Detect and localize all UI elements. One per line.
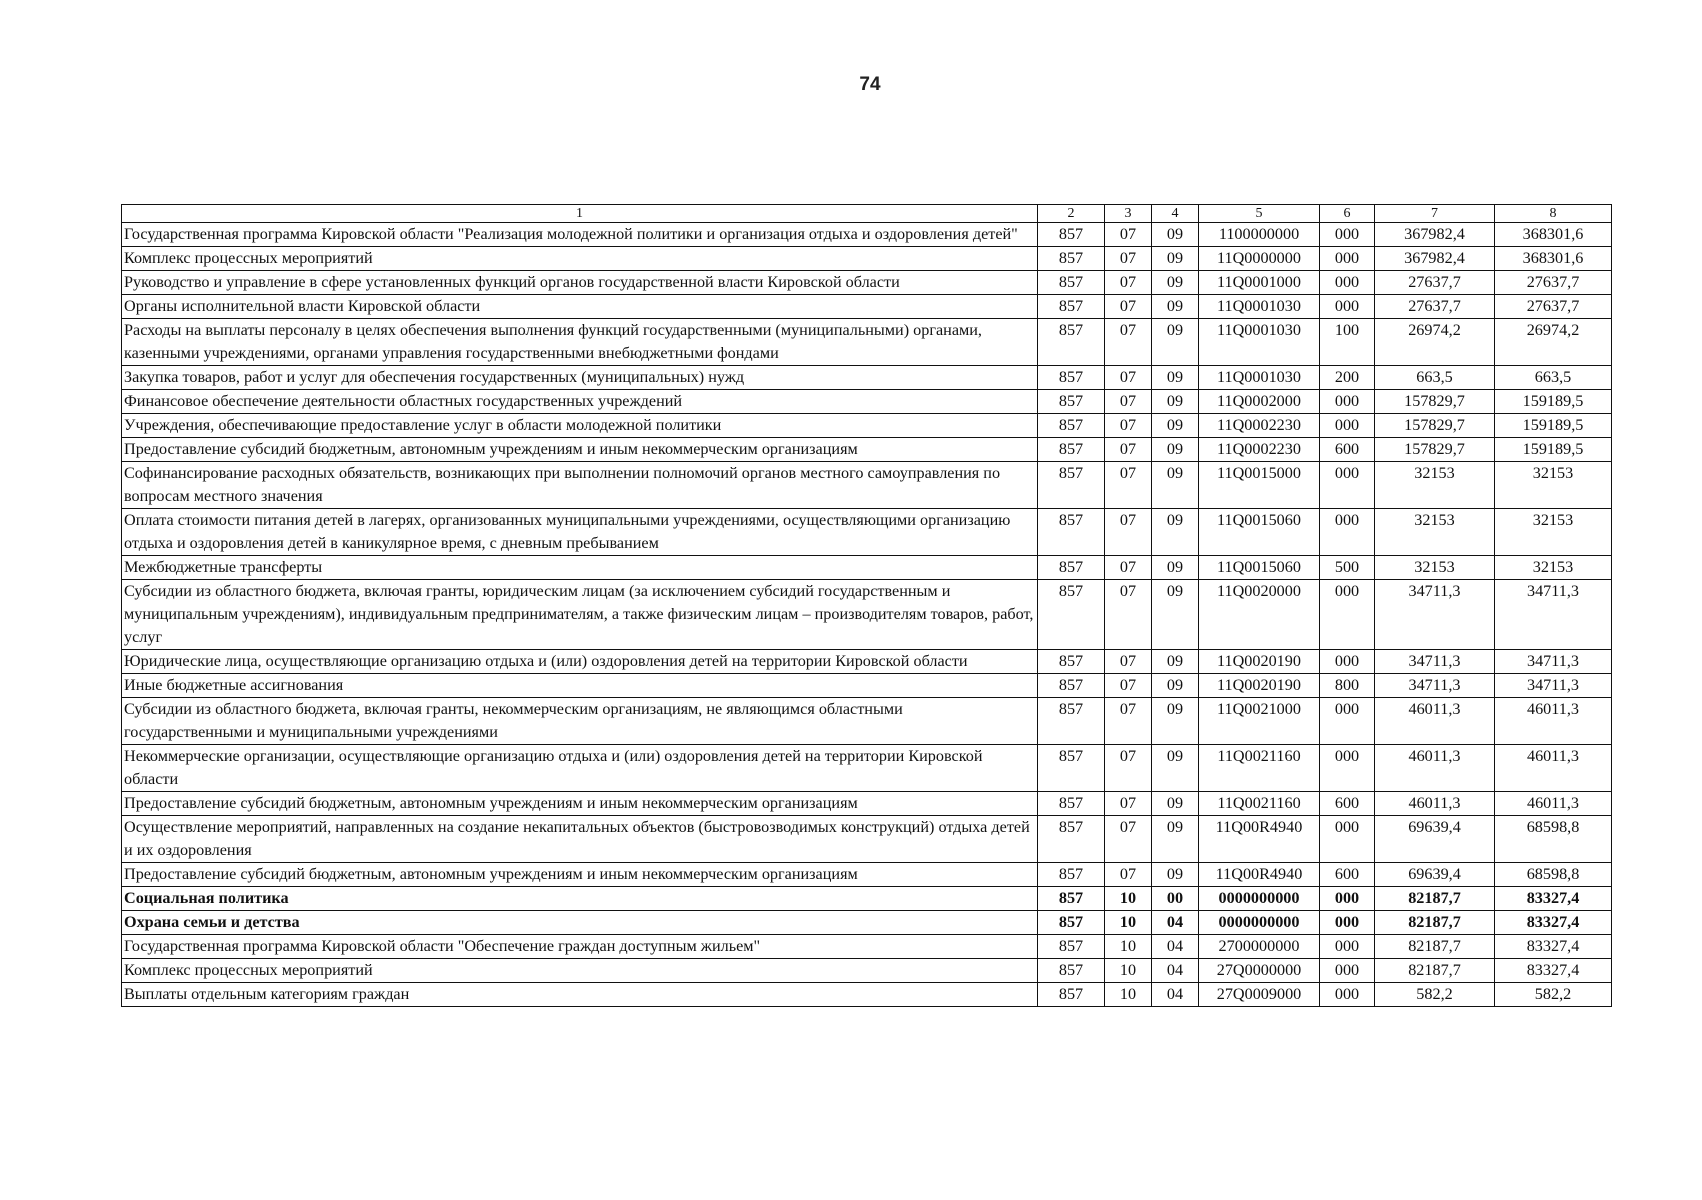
section-code-cell: 10 [1105, 887, 1152, 911]
table-header-row [122, 205, 1612, 223]
expense-type-cell: 000 [1320, 745, 1375, 792]
column-header: 8 [1495, 205, 1612, 223]
amount-year1-cell: 46011,3 [1375, 745, 1495, 792]
table-row [122, 674, 1612, 698]
expense-type-cell: 000 [1320, 247, 1375, 271]
subsection-code-cell: 09 [1152, 745, 1199, 792]
expense-type-cell: 000 [1320, 414, 1375, 438]
row-name-cell: Предоставление субсидий бюджетным, автономным учреждениям и иным некоммерческим организациям [122, 863, 1038, 887]
section-code-cell: 10 [1105, 983, 1152, 1007]
amount-year1-cell: 32153 [1375, 462, 1495, 509]
admin-code-cell: 857 [1038, 935, 1105, 959]
admin-code-cell: 857 [1038, 816, 1105, 863]
target-article-cell: 11Q0021160 [1199, 792, 1320, 816]
section-code-cell: 07 [1105, 319, 1152, 366]
amount-year2-cell: 46011,3 [1495, 745, 1612, 792]
amount-year1-cell: 34711,3 [1375, 650, 1495, 674]
page-number: 74 [859, 74, 881, 95]
admin-code-cell: 857 [1038, 319, 1105, 366]
amount-year2-cell: 83327,4 [1495, 935, 1612, 959]
amount-year1-cell: 27637,7 [1375, 295, 1495, 319]
table-row [122, 295, 1612, 319]
table-row [122, 509, 1612, 556]
expense-type-cell: 600 [1320, 792, 1375, 816]
amount-year2-cell: 32153 [1495, 509, 1612, 556]
amount-year1-cell: 69639,4 [1375, 816, 1495, 863]
row-name-cell: Органы исполнительной власти Кировской области [122, 295, 1038, 319]
target-article-cell: 11Q0001030 [1199, 366, 1320, 390]
column-header: 2 [1038, 205, 1105, 223]
section-code-cell: 07 [1105, 509, 1152, 556]
admin-code-cell: 857 [1038, 983, 1105, 1007]
amount-year2-cell: 32153 [1495, 462, 1612, 509]
row-name-cell: Субсидии из областного бюджета, включая гранты, юридическим лицам (за исключением субсидий государственным и муниципальным учреждениям), индивидуальным предпринимателям, а также физическим лицам – производителям товаров, работ, услуг [122, 580, 1038, 650]
section-code-cell: 07 [1105, 745, 1152, 792]
amount-year2-cell: 663,5 [1495, 366, 1612, 390]
table-row [122, 887, 1612, 911]
amount-year2-cell: 46011,3 [1495, 698, 1612, 745]
column-header: 4 [1152, 205, 1199, 223]
table-row [122, 745, 1612, 792]
amount-year1-cell: 69639,4 [1375, 863, 1495, 887]
table-row [122, 390, 1612, 414]
subsection-code-cell: 09 [1152, 698, 1199, 745]
row-name-cell: Комплекс процессных мероприятий [122, 959, 1038, 983]
table-row [122, 366, 1612, 390]
expense-type-cell: 200 [1320, 366, 1375, 390]
admin-code-cell: 857 [1038, 390, 1105, 414]
admin-code-cell: 857 [1038, 887, 1105, 911]
expense-type-cell: 600 [1320, 438, 1375, 462]
admin-code-cell: 857 [1038, 959, 1105, 983]
expense-type-cell: 000 [1320, 816, 1375, 863]
amount-year2-cell: 582,2 [1495, 983, 1612, 1007]
subsection-code-cell: 09 [1152, 580, 1199, 650]
amount-year2-cell: 159189,5 [1495, 414, 1612, 438]
table-row [122, 792, 1612, 816]
amount-year1-cell: 82187,7 [1375, 911, 1495, 935]
expense-type-cell: 000 [1320, 959, 1375, 983]
table-row [122, 438, 1612, 462]
section-code-cell: 07 [1105, 223, 1152, 247]
subsection-code-cell: 09 [1152, 650, 1199, 674]
section-code-cell: 07 [1105, 271, 1152, 295]
row-name-cell: Государственная программа Кировской области "Реализация молодежной политики и организация отдыха и оздоровления детей" [122, 223, 1038, 247]
target-article-cell: 11Q0020190 [1199, 650, 1320, 674]
section-code-cell: 07 [1105, 556, 1152, 580]
amount-year2-cell: 27637,7 [1495, 295, 1612, 319]
section-code-cell: 07 [1105, 366, 1152, 390]
section-code-cell: 07 [1105, 414, 1152, 438]
amount-year1-cell: 663,5 [1375, 366, 1495, 390]
amount-year2-cell: 68598,8 [1495, 816, 1612, 863]
section-code-cell: 07 [1105, 390, 1152, 414]
budget-table [121, 204, 1612, 1007]
subsection-code-cell: 04 [1152, 911, 1199, 935]
target-article-cell: 27Q0000000 [1199, 959, 1320, 983]
expense-type-cell: 000 [1320, 295, 1375, 319]
row-name-cell: Некоммерческие организации, осуществляющие организацию отдыха и (или) оздоровления детей на территории Кировской области [122, 745, 1038, 792]
table-row [122, 223, 1612, 247]
amount-year2-cell: 27637,7 [1495, 271, 1612, 295]
subsection-code-cell: 09 [1152, 556, 1199, 580]
subsection-code-cell: 09 [1152, 509, 1199, 556]
target-article-cell: 0000000000 [1199, 887, 1320, 911]
expense-type-cell: 000 [1320, 390, 1375, 414]
amount-year2-cell: 159189,5 [1495, 390, 1612, 414]
row-name-cell: Комплекс процессных мероприятий [122, 247, 1038, 271]
row-name-cell: Выплаты отдельным категориям граждан [122, 983, 1038, 1007]
row-name-cell: Государственная программа Кировской области "Обеспечение граждан доступным жильем" [122, 935, 1038, 959]
subsection-code-cell: 04 [1152, 959, 1199, 983]
table-body [122, 223, 1612, 1007]
expense-type-cell: 100 [1320, 319, 1375, 366]
target-article-cell: 11Q0001030 [1199, 319, 1320, 366]
amount-year1-cell: 32153 [1375, 509, 1495, 556]
subsection-code-cell: 09 [1152, 438, 1199, 462]
admin-code-cell: 857 [1038, 223, 1105, 247]
target-article-cell: 11Q0001000 [1199, 271, 1320, 295]
amount-year1-cell: 82187,7 [1375, 959, 1495, 983]
column-header: 5 [1199, 205, 1320, 223]
amount-year2-cell: 83327,4 [1495, 959, 1612, 983]
amount-year1-cell: 367982,4 [1375, 223, 1495, 247]
table-row [122, 911, 1612, 935]
subsection-code-cell: 04 [1152, 935, 1199, 959]
section-code-cell: 07 [1105, 580, 1152, 650]
target-article-cell: 2700000000 [1199, 935, 1320, 959]
table-row [122, 935, 1612, 959]
amount-year1-cell: 157829,7 [1375, 438, 1495, 462]
admin-code-cell: 857 [1038, 414, 1105, 438]
section-code-cell: 07 [1105, 650, 1152, 674]
table-row [122, 462, 1612, 509]
subsection-code-cell: 09 [1152, 366, 1199, 390]
subsection-code-cell: 04 [1152, 983, 1199, 1007]
table-row [122, 414, 1612, 438]
section-code-cell: 07 [1105, 247, 1152, 271]
amount-year1-cell: 34711,3 [1375, 580, 1495, 650]
expense-type-cell: 000 [1320, 509, 1375, 556]
amount-year1-cell: 46011,3 [1375, 792, 1495, 816]
amount-year1-cell: 157829,7 [1375, 390, 1495, 414]
target-article-cell: 11Q0002230 [1199, 414, 1320, 438]
amount-year1-cell: 82187,7 [1375, 935, 1495, 959]
row-name-cell: Софинансирование расходных обязательств, возникающих при выполнении полномочий органов местного самоуправления по вопросам местного значения [122, 462, 1038, 509]
amount-year2-cell: 159189,5 [1495, 438, 1612, 462]
amount-year1-cell: 34711,3 [1375, 674, 1495, 698]
target-article-cell: 11Q0000000 [1199, 247, 1320, 271]
amount-year1-cell: 367982,4 [1375, 247, 1495, 271]
amount-year2-cell: 26974,2 [1495, 319, 1612, 366]
expense-type-cell: 000 [1320, 580, 1375, 650]
admin-code-cell: 857 [1038, 247, 1105, 271]
admin-code-cell: 857 [1038, 295, 1105, 319]
subsection-code-cell: 09 [1152, 390, 1199, 414]
target-article-cell: 11Q00R4940 [1199, 863, 1320, 887]
admin-code-cell: 857 [1038, 674, 1105, 698]
admin-code-cell: 857 [1038, 462, 1105, 509]
target-article-cell: 0000000000 [1199, 911, 1320, 935]
amount-year2-cell: 68598,8 [1495, 863, 1612, 887]
amount-year1-cell: 46011,3 [1375, 698, 1495, 745]
target-article-cell: 27Q0009000 [1199, 983, 1320, 1007]
amount-year2-cell: 32153 [1495, 556, 1612, 580]
target-article-cell: 11Q00R4940 [1199, 816, 1320, 863]
table-row [122, 983, 1612, 1007]
admin-code-cell: 857 [1038, 438, 1105, 462]
expense-type-cell: 000 [1320, 223, 1375, 247]
section-code-cell: 07 [1105, 863, 1152, 887]
admin-code-cell: 857 [1038, 863, 1105, 887]
amount-year2-cell: 368301,6 [1495, 223, 1612, 247]
target-article-cell: 11Q0021000 [1199, 698, 1320, 745]
amount-year2-cell: 83327,4 [1495, 887, 1612, 911]
expense-type-cell: 600 [1320, 863, 1375, 887]
subsection-code-cell: 09 [1152, 247, 1199, 271]
section-code-cell: 10 [1105, 959, 1152, 983]
target-article-cell: 11Q0002230 [1199, 438, 1320, 462]
column-header: 6 [1320, 205, 1375, 223]
table-row [122, 556, 1612, 580]
admin-code-cell: 857 [1038, 366, 1105, 390]
row-name-cell: Осуществление мероприятий, направленных на создание некапитальных объектов (быстровозводимых конструкций) отдыха детей и их оздоровления [122, 816, 1038, 863]
subsection-code-cell: 09 [1152, 816, 1199, 863]
row-name-cell: Юридические лица, осуществляющие организацию отдыха и (или) оздоровления детей на территории Кировской области [122, 650, 1038, 674]
subsection-code-cell: 09 [1152, 462, 1199, 509]
admin-code-cell: 857 [1038, 911, 1105, 935]
amount-year1-cell: 32153 [1375, 556, 1495, 580]
amount-year2-cell: 34711,3 [1495, 650, 1612, 674]
admin-code-cell: 857 [1038, 698, 1105, 745]
section-code-cell: 10 [1105, 935, 1152, 959]
table-row [122, 247, 1612, 271]
subsection-code-cell: 09 [1152, 792, 1199, 816]
target-article-cell: 11Q0015060 [1199, 556, 1320, 580]
amount-year2-cell: 34711,3 [1495, 674, 1612, 698]
amount-year2-cell: 34711,3 [1495, 580, 1612, 650]
admin-code-cell: 857 [1038, 271, 1105, 295]
subsection-code-cell: 09 [1152, 295, 1199, 319]
target-article-cell: 11Q0001030 [1199, 295, 1320, 319]
row-name-cell: Расходы на выплаты персоналу в целях обеспечения выполнения функций государственными (муниципальными) органами, казенными учреждениями, органами управления государственными внебюджетными фондами [122, 319, 1038, 366]
subsection-code-cell: 09 [1152, 271, 1199, 295]
subsection-code-cell: 09 [1152, 674, 1199, 698]
expense-type-cell: 500 [1320, 556, 1375, 580]
row-name-cell: Финансовое обеспечение деятельности областных государственных учреждений [122, 390, 1038, 414]
row-name-cell: Социальная политика [122, 887, 1038, 911]
target-article-cell: 1100000000 [1199, 223, 1320, 247]
row-name-cell: Закупка товаров, работ и услуг для обеспечения государственных (муниципальных) нужд [122, 366, 1038, 390]
column-header: 1 [122, 205, 1038, 223]
amount-year1-cell: 582,2 [1375, 983, 1495, 1007]
expense-type-cell: 000 [1320, 271, 1375, 295]
table-row [122, 698, 1612, 745]
target-article-cell: 11Q0020190 [1199, 674, 1320, 698]
target-article-cell: 11Q0021160 [1199, 745, 1320, 792]
expense-type-cell: 000 [1320, 887, 1375, 911]
target-article-cell: 11Q0002000 [1199, 390, 1320, 414]
row-name-cell: Охрана семьи и детства [122, 911, 1038, 935]
expense-type-cell: 000 [1320, 983, 1375, 1007]
table-row [122, 863, 1612, 887]
section-code-cell: 07 [1105, 674, 1152, 698]
expense-type-cell: 000 [1320, 698, 1375, 745]
column-header: 7 [1375, 205, 1495, 223]
subsection-code-cell: 09 [1152, 319, 1199, 366]
section-code-cell: 07 [1105, 698, 1152, 745]
admin-code-cell: 857 [1038, 745, 1105, 792]
row-name-cell: Оплата стоимости питания детей в лагерях, организованных муниципальными учреждениями, осуществляющими организацию отдыха и оздоровления детей в каникулярное время, с дневным пребыванием [122, 509, 1038, 556]
section-code-cell: 07 [1105, 792, 1152, 816]
target-article-cell: 11Q0015000 [1199, 462, 1320, 509]
subsection-code-cell: 00 [1152, 887, 1199, 911]
section-code-cell: 07 [1105, 462, 1152, 509]
expense-type-cell: 000 [1320, 935, 1375, 959]
table-row [122, 816, 1612, 863]
subsection-code-cell: 09 [1152, 414, 1199, 438]
table-row [122, 650, 1612, 674]
subsection-code-cell: 09 [1152, 223, 1199, 247]
section-code-cell: 07 [1105, 438, 1152, 462]
admin-code-cell: 857 [1038, 556, 1105, 580]
amount-year1-cell: 26974,2 [1375, 319, 1495, 366]
amount-year1-cell: 27637,7 [1375, 271, 1495, 295]
section-code-cell: 07 [1105, 295, 1152, 319]
target-article-cell: 11Q0020000 [1199, 580, 1320, 650]
expense-type-cell: 800 [1320, 674, 1375, 698]
row-name-cell: Иные бюджетные ассигнования [122, 674, 1038, 698]
row-name-cell: Учреждения, обеспечивающие предоставление услуг в области молодежной политики [122, 414, 1038, 438]
row-name-cell: Межбюджетные трансферты [122, 556, 1038, 580]
table-row [122, 319, 1612, 366]
amount-year2-cell: 46011,3 [1495, 792, 1612, 816]
row-name-cell: Руководство и управление в сфере установленных функций органов государственной власти Кировской области [122, 271, 1038, 295]
admin-code-cell: 857 [1038, 650, 1105, 674]
expense-type-cell: 000 [1320, 911, 1375, 935]
admin-code-cell: 857 [1038, 509, 1105, 556]
row-name-cell: Предоставление субсидий бюджетным, автономным учреждениям и иным некоммерческим организациям [122, 792, 1038, 816]
admin-code-cell: 857 [1038, 792, 1105, 816]
subsection-code-cell: 09 [1152, 863, 1199, 887]
expense-type-cell: 000 [1320, 462, 1375, 509]
table-row [122, 271, 1612, 295]
section-code-cell: 07 [1105, 816, 1152, 863]
admin-code-cell: 857 [1038, 580, 1105, 650]
amount-year1-cell: 157829,7 [1375, 414, 1495, 438]
row-name-cell: Субсидии из областного бюджета, включая гранты, некоммерческим организациям, не являющимся областными государственными и муниципальными учреждениями [122, 698, 1038, 745]
column-header: 3 [1105, 205, 1152, 223]
target-article-cell: 11Q0015060 [1199, 509, 1320, 556]
table-row [122, 580, 1612, 650]
amount-year1-cell: 82187,7 [1375, 887, 1495, 911]
expense-type-cell: 000 [1320, 650, 1375, 674]
row-name-cell: Предоставление субсидий бюджетным, автономным учреждениям и иным некоммерческим организациям [122, 438, 1038, 462]
table-row [122, 959, 1612, 983]
section-code-cell: 10 [1105, 911, 1152, 935]
amount-year2-cell: 368301,6 [1495, 247, 1612, 271]
amount-year2-cell: 83327,4 [1495, 911, 1612, 935]
